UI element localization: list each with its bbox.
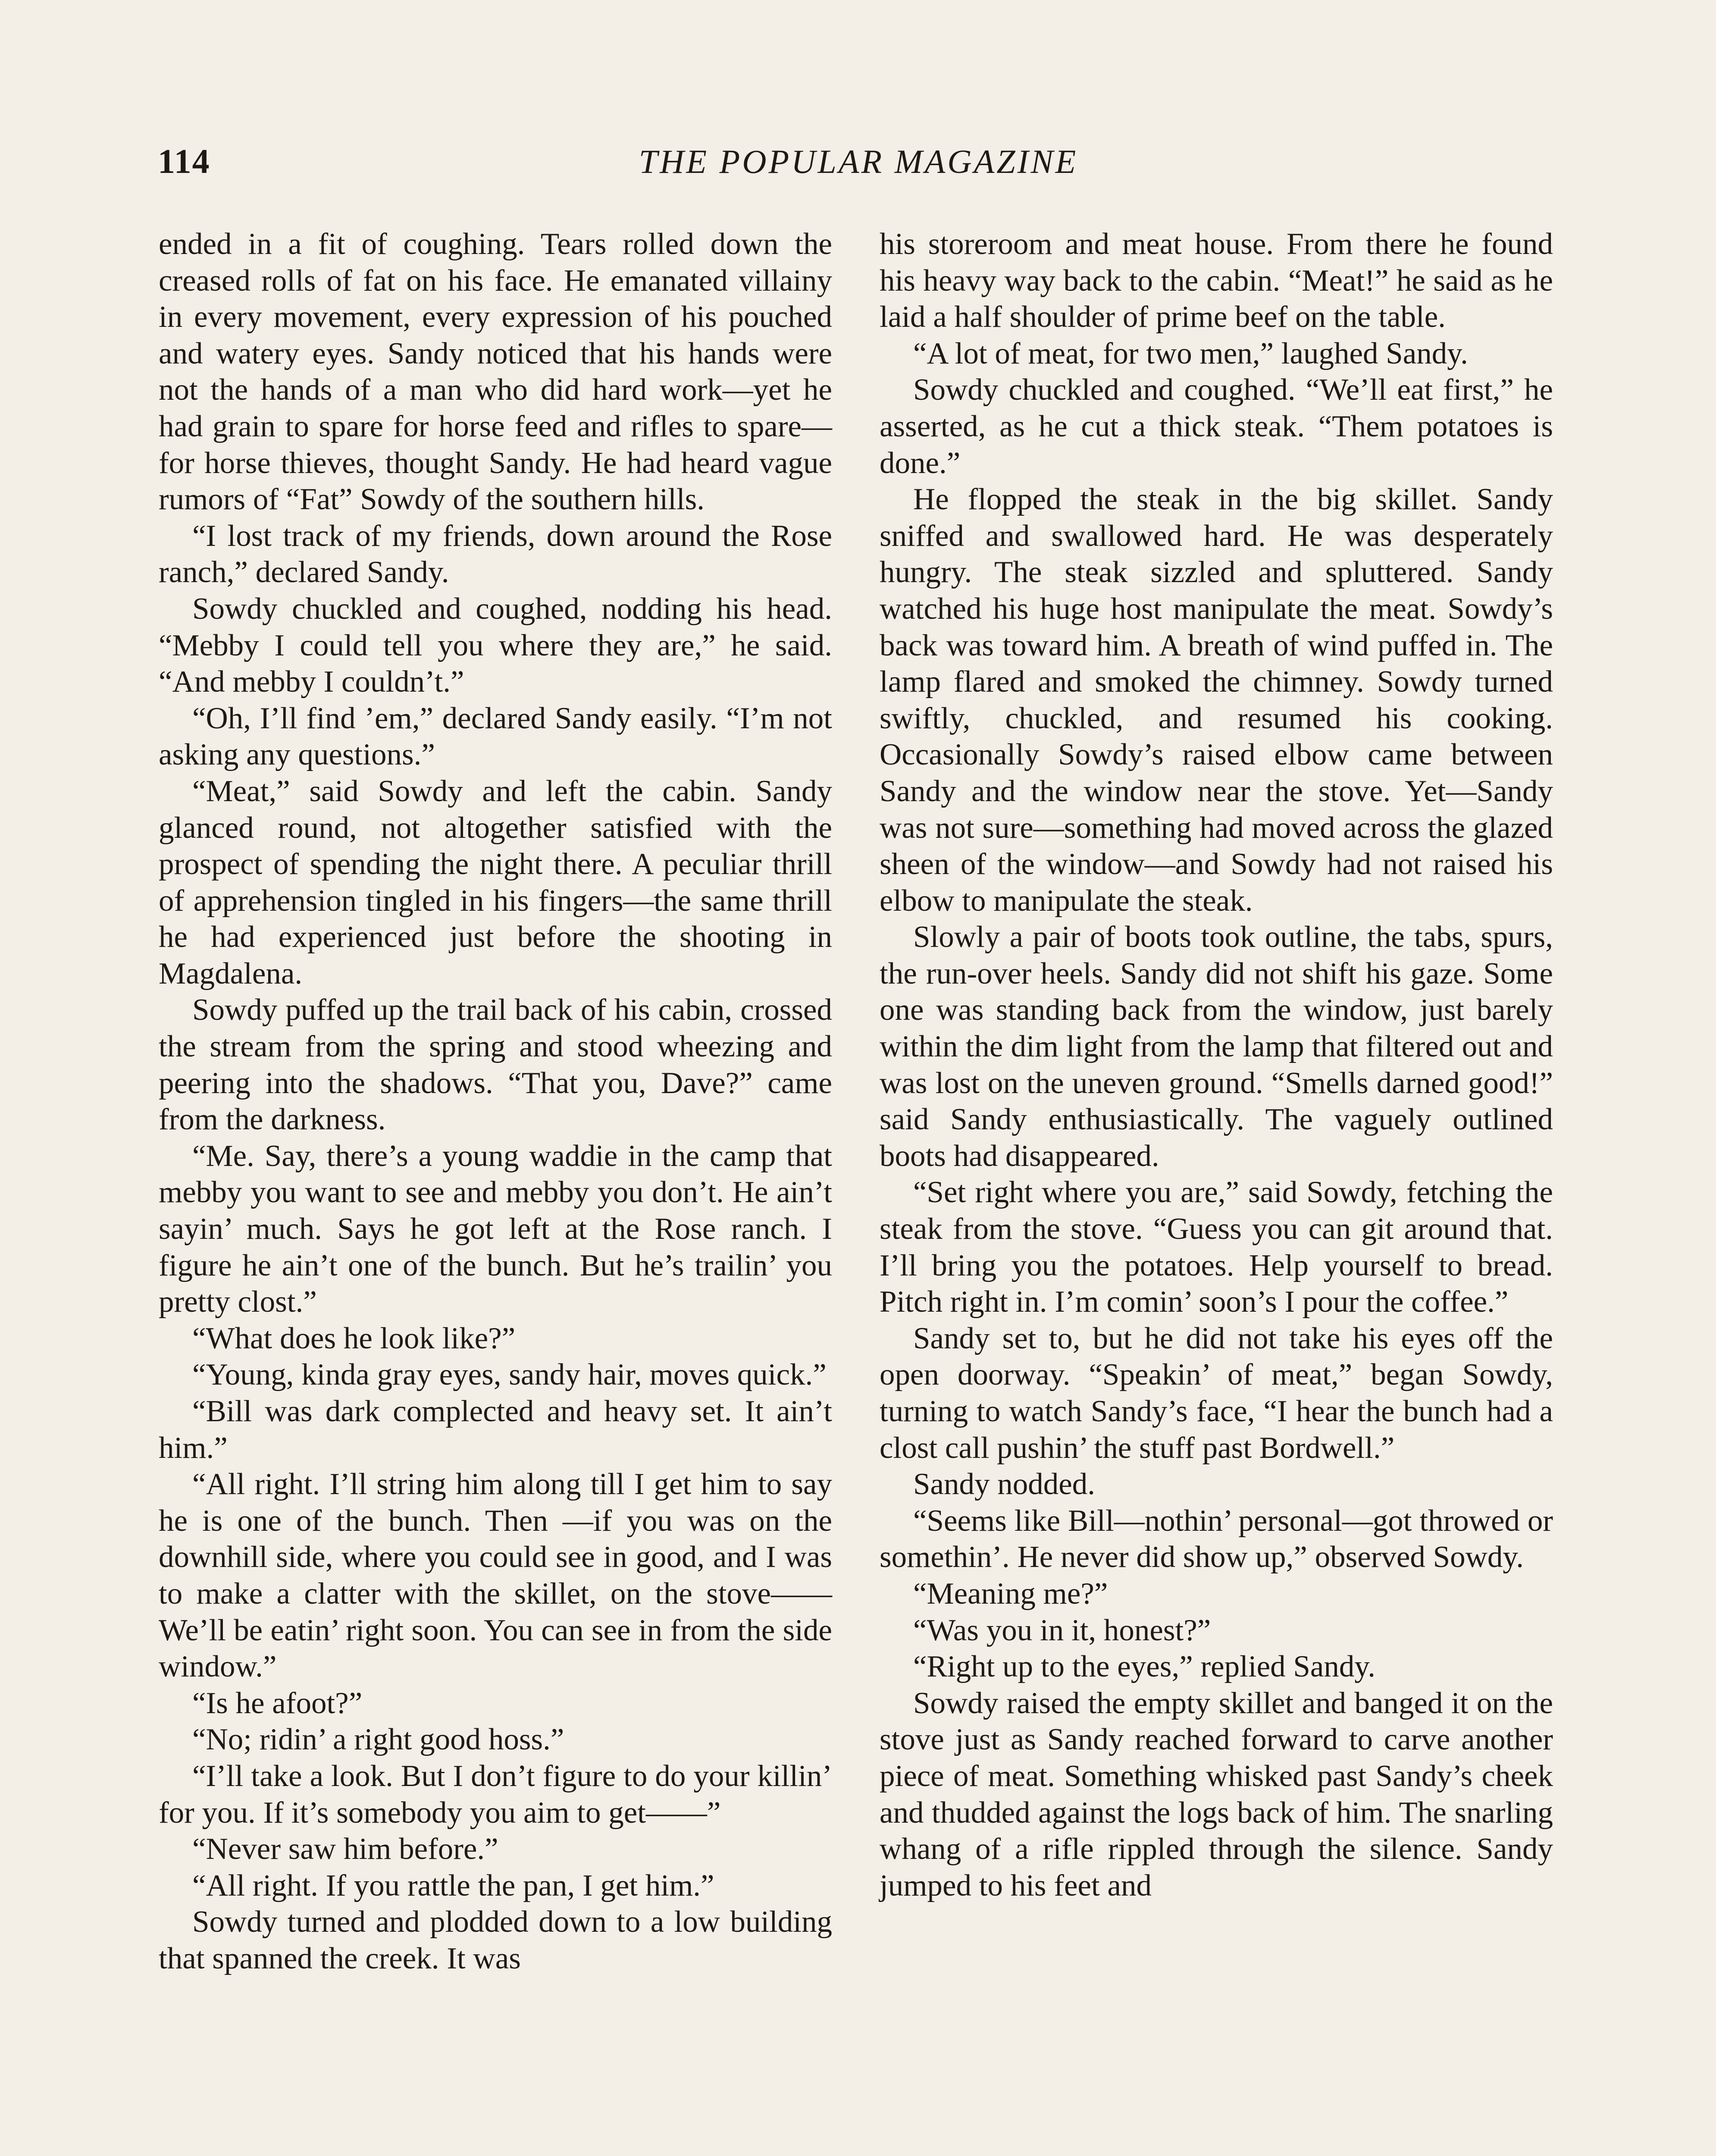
paragraph: Sandy nodded. <box>913 1467 1096 1501</box>
page-number: 114 <box>158 143 210 181</box>
left-text-column <box>159 226 832 1977</box>
paragraph: “I lost track of my friends, down around the Rose ranch,” declared Sandy. <box>159 519 832 589</box>
paragraph: “All right. If you rattle the pan, I get him.” <box>192 1868 714 1902</box>
page-header <box>158 142 1559 194</box>
paragraph: Sowdy raised the empty skillet and banged it on the stove just as Sandy reached forward to carve another piece of meat. Something whisked past Sandy’s cheek and thudded against the logs back of him. The snarling whang of a rifle rippled through the silence. Sandy jumped to his feet and <box>880 1686 1553 1902</box>
paragraph: Sowdy puffed up the trail back of his cabin, crossed the stream from the spring and stood wheezing and peering into the shadows. “That you, Dave?” came from the darkness. <box>159 993 832 1137</box>
paragraph: his storeroom and meat house. From there he found his heavy way back to the cabin. “Meat!” he said as he laid a half shoulder of prime beef on the table. <box>880 227 1553 334</box>
running-title: THE POPULAR MAGAZINE <box>639 143 1078 180</box>
paragraph: “Is he afoot?” <box>192 1686 363 1720</box>
paragraph: “Meaning me?” <box>913 1576 1108 1611</box>
paragraph: Sowdy chuckled and coughed. “We’ll eat first,” he asserted, as he cut a thick steak. “Them potatoes is done.” <box>880 373 1553 480</box>
paragraph: “I’ll take a look. But I don’t figure to do your killin’ for you. If it’s somebody you aim to get——” <box>159 1759 832 1830</box>
paragraph: ended in a fit of coughing. Tears rolled down the creased rolls of fat on his face. He emanated villainy in every movement, every expression of his pouched and watery eyes. Sandy noticed that his hands were not the hands of a man who did hard work—yet he had grain to spare for horse feed and rifles to spare—for horse thieves, thought Sandy. He had heard vague rumors of “Fat” Sowdy of the southern hills. <box>159 227 832 517</box>
paragraph: “Young, kinda gray eyes, sandy hair, moves quick.” <box>192 1358 827 1392</box>
paragraph: “Was you in it, honest?” <box>913 1613 1211 1647</box>
paragraph: “Right up to the eyes,” replied Sandy. <box>913 1650 1375 1684</box>
paragraph: “No; ridin’ a right good hoss.” <box>192 1723 564 1757</box>
paragraph: “Seems like Bill—nothin’ personal—got throwed or somethin’. He never did show up,” observed Sowdy. <box>880 1504 1553 1574</box>
right-text-column <box>880 226 1553 1904</box>
paragraph: Slowly a pair of boots took outline, the tabs, spurs, the run-over heels. Sandy did not shift his gaze. Some one was standing back from the window, just barely within the dim light from the lamp that filtered out and was lost on the uneven ground. “Smells darned good!” said Sandy enthusiastically. The vaguely outlined boots had disappeared. <box>880 920 1553 1173</box>
paragraph: “Never saw him before.” <box>192 1832 498 1866</box>
paragraph: Sowdy turned and plodded down to a low building that spanned the creek. It was <box>159 1905 832 1975</box>
paragraph: “Oh, I’ll find ’em,” declared Sandy easily. “I’m not asking any questions.” <box>159 701 832 772</box>
paragraph: “A lot of meat, for two men,” laughed Sandy. <box>913 336 1468 370</box>
paragraph: “Meat,” said Sowdy and left the cabin. Sandy glanced round, not altogether satisfied with the prospect of spending the night there. A peculiar thrill of apprehension tingled in his fingers—the same thrill he had experienced just before the shooting in Magdalena. <box>159 774 832 990</box>
paragraph: “What does he look like?” <box>192 1321 516 1355</box>
paragraph: “Me. Say, there’s a young waddie in the camp that mebby you want to see and mebby you don’t. He ain’t sayin’ much. Says he got left at the Rose ranch. I figure he ain’t one of the bunch. But he’s trailin’ you pretty clost.” <box>159 1139 832 1319</box>
paragraph: “Bill was dark complected and heavy set. It ain’t him.” <box>159 1395 832 1465</box>
paragraph: He flopped the steak in the big skillet. Sandy sniffed and swallowed hard. He was desperately hungry. The steak sizzled and spluttered. Sandy watched his huge host manipulate the meat. Sowdy’s back was toward him. A breath of wind puffed in. The lamp flared and smoked the chimney. Sowdy turned swiftly, chuckled, and resumed his cooking. Occasionally Sowdy’s raised elbow came between Sandy and the window near the stove. Yet—Sandy was not sure—something had moved across the glazed sheen of the window—and Sowdy had not raised his elbow to manipulate the steak. <box>880 483 1553 918</box>
paragraph: Sandy set to, but he did not take his eyes off the open doorway. “Speakin’ of meat,” began Sowdy, turning to watch Sandy’s face, “I hear the bunch had a clost call pushin’ the stuff past Bordwell.” <box>880 1321 1553 1465</box>
paragraph: “Set right where you are,” said Sowdy, fetching the steak from the stove. “Guess you can git around that. I’ll bring you the potatoes. Help yourself to bread. Pitch right in. I’m comin’ soon’s I pour the coffee.” <box>880 1175 1553 1319</box>
paragraph: “All right. I’ll string him along till I get him to say he is one of the bunch. Then —if you was on the downhill side, where you could see in good, and I was to make a clatter with the skillet, on the stove—— We’ll be eatin’ right soon. You can see in from the side window.” <box>159 1467 832 1684</box>
paragraph: Sowdy chuckled and coughed, nodding his head. “Mebby I could tell you where they are,” he said. “And mebby I couldn’t.” <box>159 592 832 699</box>
